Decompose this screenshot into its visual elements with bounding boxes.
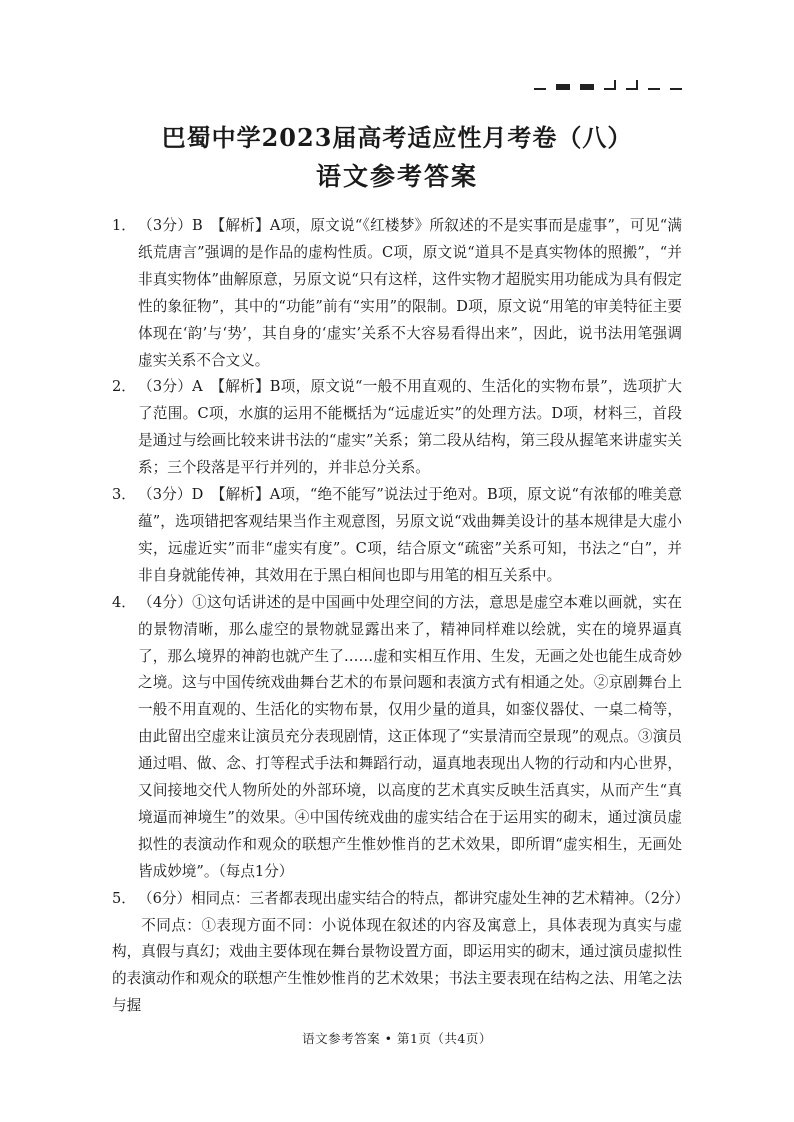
- answer-text: （6分）相同点：三者都表现出虚实结合的特点，都讲究虚处生神的艺术精神。（2分）: [138, 889, 690, 907]
- mark-dash: [670, 88, 682, 90]
- answer-text: （3分）A 【解析】B项，原文说“一般不用直观的、生活化的实物布景”，选项扩大了范围。C项，水旗的运用不能概括为“远虚近实”的处理方法。D项，材料三，首段是通过与绘画比较来讲书法的“虚实”关系；第二段从结构，第三段从握笔来讲虚实关系；三个段落是平行并列的，并非总分关系。: [138, 378, 682, 477]
- exam-title: 巴蜀中学2023届高考适应性月考卷（八）: [161, 123, 633, 152]
- mark-block: [556, 84, 570, 90]
- answer-number: 4．: [112, 593, 136, 611]
- mark-dash: [648, 88, 660, 90]
- answer-number: 3．: [112, 486, 136, 504]
- answer-text: （4分）①这句话讲述的是中国画中处理空间的方法，意思是虚空本难以画就，实在的景物清晰，那么虚空的景物就显露出来了，精神同样难以绘就，实在的境界逼真了，那么境界的神韵也就产生了……虚和实相互作用、生发，无画之处也能生成奇妙之境。这与中国传统戏曲舞台艺术的布景问题和表演方式有相通之处。②京剧舞台上一般不用直观的、生活化的实物布景，仅用少量的道具，如銮仪器仗、一桌二椅等，由此留出空虚来让演员充分表现剧情，这正体现了“实景清而空景现”的观点。③演员通过唱、做、念、打等程式手法和舞蹈行动，逼真地表现出人物的行动和内心世界，又间接地交代人物所处的外部环境，以高度的艺术真实反映生活真实，从而产生“真境逼而神境生”的效果。④中国传统戏曲的虚实结合在于运用实的砌末，通过演员虚拟性的表演动作和观众的联想产生惟妙惟肖的艺术效果，即所谓“虚实相生，无画处皆成妙境”。（每点1分）: [138, 593, 682, 880]
- answer-item-3: [112, 482, 682, 590]
- document-subtitle: 语文参考答案: [315, 162, 478, 191]
- answer-number: 1．: [112, 217, 136, 234]
- answer-item-1: [112, 213, 682, 374]
- page-footer: 语文参考答案 • 第1页（共4页）: [302, 1031, 492, 1046]
- answer-text: （3分）B 【解析】A项，原文说“《红楼梦》所叙述的不是实事而是虚事”，可见“满纸荒唐言”强调的是作品的虚构性质。C项，原文说“道具不是真实物体的照搬”，“并非真实物体”曲解原意，另原文说“只有这样，这件实物才超脱实用功能成为具有假定性的象征物”，其中的“功能”前有“实用”的限制。D项，原文说“用笔的审美特征主要体现在‘韵’与‘势’，其自身的‘虚实’关系不大容易看得出来”，因此，说书法用笔强调虚实关系不合文义。: [138, 217, 682, 369]
- mark-hook: [604, 80, 616, 90]
- answer-5-continuation: 不同点：①表现方面不同：小说体现在叙述的内容及寓意上，具体表现为真实与虚构，真假与真幻；戏曲主要体现在舞台景物设置方面，即运用实的砌末，通过演员虚拟性的表演动作和观众的联想产生惟妙惟肖的艺术效果；书法主要表现在结构之法、用笔之法与握: [112, 916, 682, 1015]
- answer-item-4: [112, 590, 682, 886]
- mark-dash: [534, 88, 546, 90]
- answer-item-2: [112, 374, 682, 482]
- answer-number: 5．: [112, 889, 136, 907]
- answer-text: （3分）D 【解析】A项，“绝不能写”说法过于绝对。B项，原文说“有浓郁的唯美意蕴”，选项错把客观结果当作主观意图，另原文说“戏曲舞美设计的基本规律是大虚小实，远虚近实”而非“虚实有度”。C项，结合原文“疏密”关系可知，书法之“白”，并非自身就能传神，其效用在于黑白相间也即与用笔的相互关系中。: [138, 486, 682, 584]
- answer-list: [112, 213, 690, 1020]
- mark-hook: [626, 80, 638, 90]
- answer-number: 2．: [112, 378, 136, 396]
- answer-item-5: [112, 886, 690, 913]
- corner-registration-marks: [534, 80, 682, 90]
- mark-block: [580, 84, 594, 90]
